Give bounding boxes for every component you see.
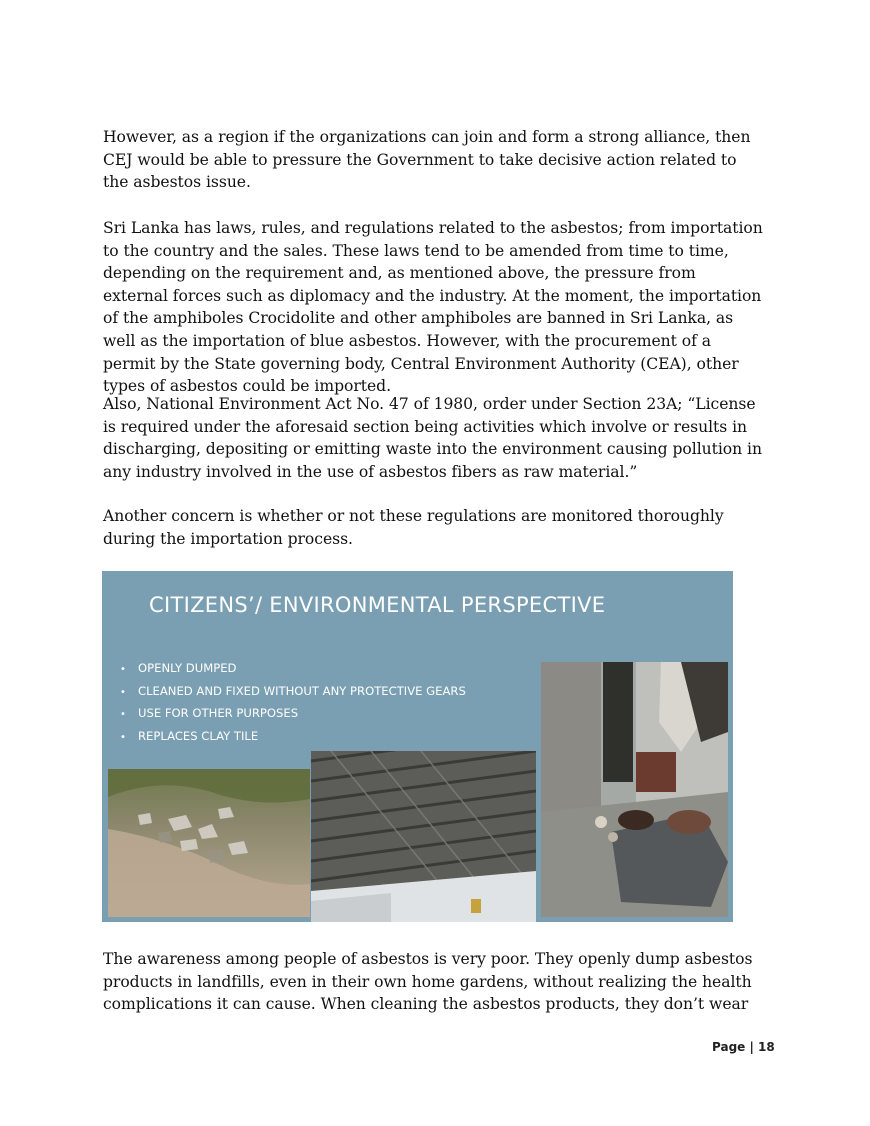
slide-image (102, 571, 733, 922)
bullet-icon: • (120, 664, 126, 675)
slide-bullet (120, 706, 466, 729)
slide-bullet-text: REPLACES CLAY TILE (138, 729, 259, 744)
slide-bullet-text: USE FOR OTHER PURPOSES (138, 706, 299, 721)
bullet-icon: • (120, 732, 126, 744)
photo-asbestos-roof (311, 751, 536, 922)
paragraph-regional-alliance: However, as a region if the organizations can join and form a strong alliance, then CEJ would be able to pressure the Government to take decisive action related to the asbestos issue. (103, 128, 751, 192)
paragraph-environment-act: Also, National Environment Act No. 47 of 1980, order under Section 23A; “License is required under the aforesaid section being activities which involve or results in discharging, depositing or emitting waste into the environment causing pollution in any industry involved in the use of asbestos fibers as raw material.” (103, 395, 762, 481)
slide-bullet-list (120, 661, 466, 752)
bullet-icon: • (120, 709, 126, 721)
slide-bullet (120, 661, 466, 684)
paragraph-awareness: The awareness among people of asbestos is very poor. They openly dump asbestos products in landfills, even in their own home gardens, without realizing the health complications it can cause. When cleaning the asbestos products, they don’t wear (103, 950, 753, 1014)
slide-bullet-text: OPENLY DUMPED (138, 661, 237, 675)
slide-bullet-text: CLEANED AND FIXED WITHOUT ANY PROTECTIVE GEARS (138, 683, 466, 698)
paragraph-monitoring-concern: Another concern is whether or not these regulations are monitored thoroughly during the importation process. (103, 507, 724, 548)
slide-bullet (120, 729, 466, 752)
photo-dumped-asbestos (108, 769, 310, 917)
slide-bullet (120, 684, 466, 707)
bullet-icon: • (120, 686, 126, 698)
paragraph-asbestos-laws: Sri Lanka has laws, rules, and regulations related to the asbestos; from importation to the country and the sales. These laws tend to be amended from time to time, depending on the requirement and, as mentioned above, the pressure from external forces such as diplomacy and the industry. At the moment, the importation of the amphiboles Crocidolite and other amphiboles are banned in Sri Lanka, as well as the importation of blue asbestos. However, with the procurement of a permit by the State governing body, Central Environment Authority (CEA), other types of asbestos could be imported. (103, 219, 763, 396)
photo-household-use (541, 662, 728, 917)
page-number: Page | 18 (712, 1040, 775, 1054)
slide-title: CITIZENS’/ ENVIRONMENTAL PERSPECTIVE (149, 593, 606, 617)
